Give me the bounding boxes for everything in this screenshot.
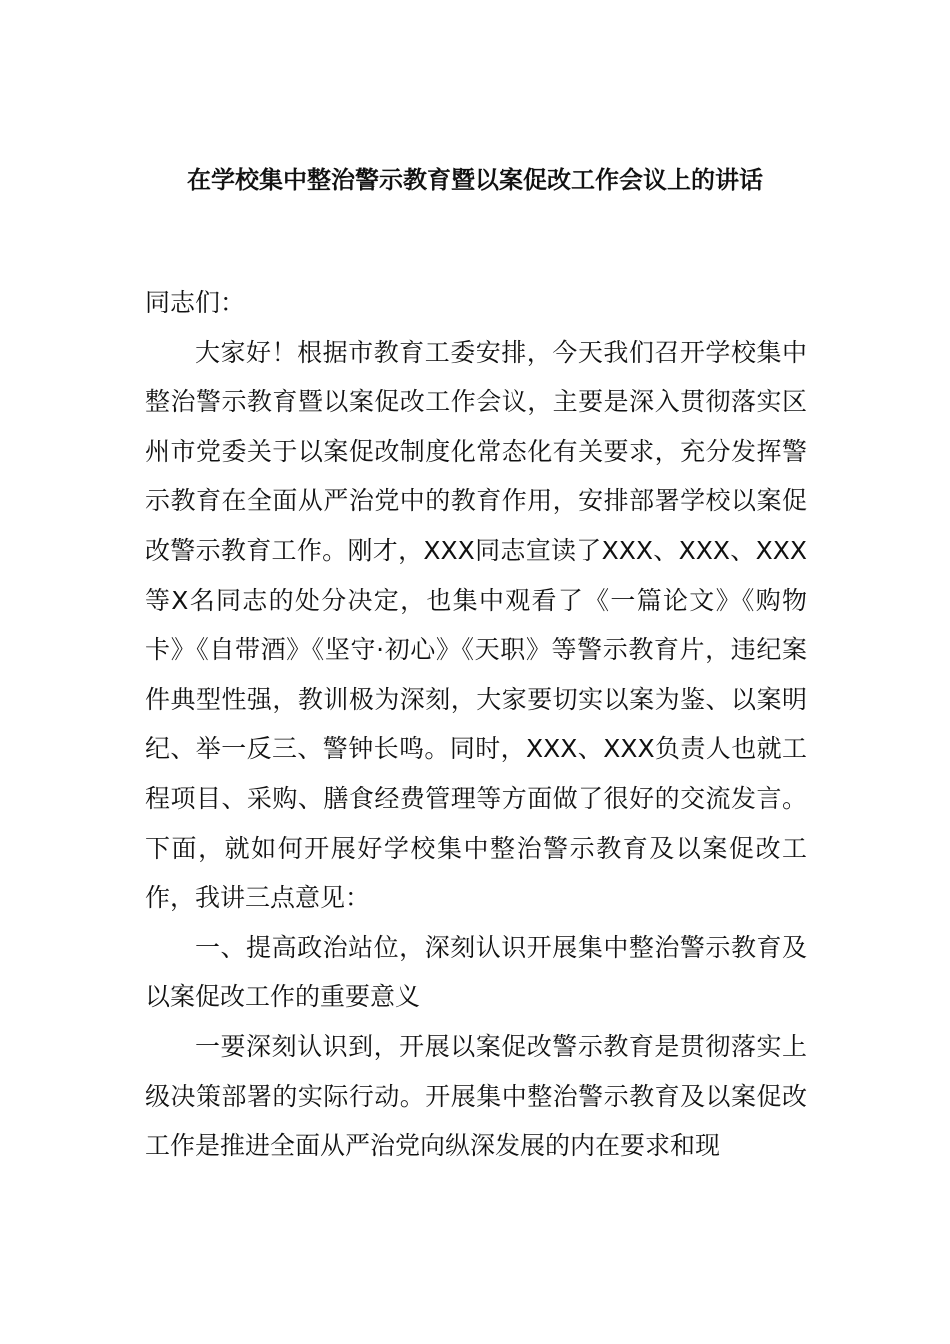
document-body xyxy=(145,278,807,1171)
salutation: 同志们： xyxy=(145,288,246,317)
paragraph-point-1: 一要深刻认识到，开展以案促改警示教育是贯彻落实上级决策部署的实际行动。开展集中整治警示教育及以案促改工作是推进全面从严治党向纵深发展的内在要求和现 xyxy=(145,1031,807,1161)
section-heading-1: 一、提高政治站位，深刻认识开展集中整治警示教育及以案促改工作的重要意义 xyxy=(145,932,807,1012)
document-title: 在学校集中整治警示教育暨以案促改工作会议上的讲话 xyxy=(187,166,763,194)
paragraph-opening: 大家好！根据市教育工委安排，今天我们召开学校集中整治警示教育暨以案促改工作会议，主要是深入贯彻落实区州市党委关于以案促改制度化常态化有关要求，充分发挥警示教育在全面从严治党中的教育作用，安排部署学校以案促改警示教育工作。刚才，XXX同志宣读了XXX、XXX、XXX等X名同志的处分决定，也集中观看了《一篇论文》《购物卡》《自带酒》《坚守·初心》《天职》等警示教育片，违纪案件典型性强，教训极为深刻，大家要切实以案为鉴、以案明纪、举一反三、警钟长鸣。同时，XXX、XXX负责人也就工程项目、采购、膳食经费管理等方面做了很好的交流发言。下面，就如何开展好学校集中整治警示教育及以案促改工作，我讲三点意见： xyxy=(145,337,807,913)
